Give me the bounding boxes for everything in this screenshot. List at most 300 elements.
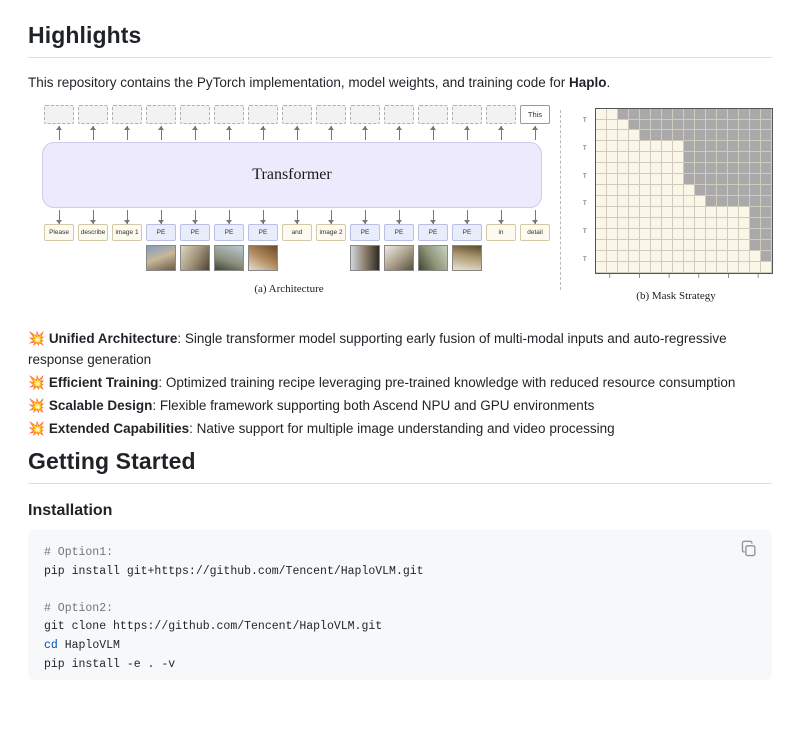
- highlight-text: : Flexible framework supporting both Ascend NPU and GPU environments: [152, 398, 595, 414]
- mask-cell: [673, 251, 684, 262]
- mask-cell: [695, 207, 706, 218]
- mask-cell: [640, 109, 651, 120]
- installation-title: Installation: [28, 501, 113, 519]
- mask-cell: [662, 251, 673, 262]
- mask-grid: [595, 108, 773, 274]
- mask-cell: [695, 185, 706, 196]
- mask-cell: [596, 262, 607, 273]
- mask-cell: [750, 163, 761, 174]
- mask-cell: [629, 229, 640, 240]
- transformer-block: Transformer: [42, 142, 542, 208]
- mask-cell: [662, 207, 673, 218]
- arrow-up-icon: [146, 126, 176, 140]
- mask-x-tick: T: [637, 273, 642, 280]
- mask-cell: [706, 130, 717, 141]
- intro-text-pre: This repository contains the PyTorch implementation, model weights, and training code for: [28, 75, 570, 90]
- mask-cell: [618, 207, 629, 218]
- mask-cell: [761, 120, 772, 131]
- mask-cell: [651, 218, 662, 229]
- mask-cell: [673, 185, 684, 196]
- mask-cell: [607, 185, 618, 196]
- mask-cell: [706, 218, 717, 229]
- mask-cell: [651, 109, 662, 120]
- mask-cell: [640, 141, 651, 152]
- mask-cell: [695, 262, 706, 273]
- mask-cell: [607, 163, 618, 174]
- mask-cell: [761, 109, 772, 120]
- mask-cell: [640, 174, 651, 185]
- mask-cell: [651, 163, 662, 174]
- mask-cell: [607, 120, 618, 131]
- input-token: image 2: [316, 224, 346, 241]
- mask-cell: [717, 207, 728, 218]
- mask-cell: [640, 130, 651, 141]
- list-item: [28, 328, 772, 372]
- mask-cell: [684, 109, 695, 120]
- figure-mask-panel: [573, 104, 779, 302]
- highlight-text: : Native support for multiple image understanding and video processing: [189, 421, 615, 437]
- input-token-pe: PE: [248, 224, 278, 241]
- mask-cell: [750, 207, 761, 218]
- output-token: [146, 105, 176, 124]
- collision-icon: 💥: [28, 330, 45, 346]
- mask-cell: [673, 141, 684, 152]
- mask-cell: [717, 130, 728, 141]
- mask-cell: [662, 218, 673, 229]
- output-token-row: [28, 104, 550, 126]
- architecture-figure: [28, 104, 772, 316]
- mask-cell: [739, 152, 750, 163]
- mask-cell: [761, 130, 772, 141]
- mask-cell: [761, 174, 772, 185]
- mask-cell: [607, 130, 618, 141]
- mask-cell: [750, 120, 761, 131]
- mask-cell: [706, 251, 717, 262]
- mask-cell: [629, 196, 640, 207]
- mask-cell: [695, 152, 706, 163]
- mask-cell: [618, 152, 629, 163]
- code-keyword: cd: [44, 639, 58, 653]
- mask-heatmap: [573, 104, 779, 274]
- input-token-pe: PE: [214, 224, 244, 241]
- arrow-down-icon: [44, 210, 74, 224]
- mask-cell: [717, 185, 728, 196]
- mask-cell: [673, 240, 684, 251]
- arrow-up-icon: [248, 126, 278, 140]
- mask-cell: [739, 120, 750, 131]
- arrow-down-icon: [146, 210, 176, 224]
- mask-cell: [607, 109, 618, 120]
- arrow-up-icon: [520, 126, 550, 140]
- image-patch: [418, 245, 448, 271]
- mask-cell: [706, 109, 717, 120]
- mask-x-tick: T: [756, 273, 760, 280]
- mask-cell: [761, 185, 772, 196]
- code-line: git clone https://github.com/Tencent/HaploVLM.git: [44, 620, 383, 634]
- mask-cell: [618, 196, 629, 207]
- mask-cell: [607, 251, 618, 262]
- mask-cell: [750, 174, 761, 185]
- arrow-down-icon: [180, 210, 210, 224]
- mask-cell: [607, 152, 618, 163]
- output-token: [384, 105, 414, 124]
- mask-cell: [629, 207, 640, 218]
- mask-cell: [640, 163, 651, 174]
- mask-cell: [596, 152, 607, 163]
- mask-cell: [695, 109, 706, 120]
- mask-y-tick: T: [583, 201, 587, 208]
- mask-cell: [651, 262, 662, 273]
- input-token-pe: PE: [384, 224, 414, 241]
- getting-started-title: Getting Started: [28, 448, 772, 484]
- mask-cell: [596, 218, 607, 229]
- mask-cell: [684, 141, 695, 152]
- mask-cell: [607, 218, 618, 229]
- mask-cell: [684, 120, 695, 131]
- code-block-installation: [28, 530, 772, 680]
- arrow-down-icon: [248, 210, 278, 224]
- mask-cell: [662, 130, 673, 141]
- mask-x-tick: T: [607, 273, 612, 280]
- arrow-down-icon: [112, 210, 142, 224]
- mask-cell: [651, 240, 662, 251]
- mask-cell: [684, 152, 695, 163]
- highlight-title: Unified Architecture: [48, 330, 178, 346]
- mask-cell: [618, 109, 629, 120]
- arrow-up-icon: [418, 126, 448, 140]
- mask-cell: [596, 229, 607, 240]
- mask-cell: [596, 251, 607, 262]
- arrow-down-icon: [384, 210, 414, 224]
- mask-cell: [618, 163, 629, 174]
- mask-cell: [739, 262, 750, 273]
- mask-cell: [739, 196, 750, 207]
- mask-cell: [607, 229, 618, 240]
- mask-cell: [750, 229, 761, 240]
- mask-cell: [596, 185, 607, 196]
- mask-cell: [717, 141, 728, 152]
- mask-cell: [684, 196, 695, 207]
- mask-cell: [673, 262, 684, 273]
- mask-cell: [695, 218, 706, 229]
- mask-cell: [673, 120, 684, 131]
- mask-cell: [673, 109, 684, 120]
- mask-cell: [684, 185, 695, 196]
- mask-cell: [629, 240, 640, 251]
- mask-cell: [651, 152, 662, 163]
- mask-cell: [695, 141, 706, 152]
- mask-cell: [673, 152, 684, 163]
- arrow-down-icon: [282, 210, 312, 224]
- mask-cell: [728, 229, 739, 240]
- input-token-pe: PE: [418, 224, 448, 241]
- output-token: [350, 105, 380, 124]
- image-patch: [384, 245, 414, 271]
- mask-cell: [629, 141, 640, 152]
- mask-cell: [717, 251, 728, 262]
- image-patch: [146, 245, 176, 271]
- mask-cell: [706, 120, 717, 131]
- image-patch: [214, 245, 244, 271]
- mask-x-tick: T: [696, 273, 701, 280]
- copy-icon[interactable]: [740, 540, 760, 560]
- figure-divider: [560, 110, 561, 290]
- mask-cell: [750, 152, 761, 163]
- mask-cell: [706, 152, 717, 163]
- mask-cell: [706, 262, 717, 273]
- mask-cell: [640, 185, 651, 196]
- mask-cell: [618, 120, 629, 131]
- mask-cell: [684, 207, 695, 218]
- arrow-up-icon: [180, 126, 210, 140]
- mask-cell: [706, 163, 717, 174]
- mask-cell: [629, 163, 640, 174]
- mask-cell: [695, 240, 706, 251]
- mask-cell: [739, 130, 750, 141]
- arrow-down-icon: [78, 210, 108, 224]
- highlight-title: Scalable Design: [48, 398, 153, 414]
- code-line: [44, 637, 756, 656]
- list-item: [28, 418, 772, 440]
- output-token: [248, 105, 278, 124]
- mask-cell: [761, 229, 772, 240]
- mask-cell: [684, 251, 695, 262]
- output-token: [452, 105, 482, 124]
- code-line-blank: [44, 581, 756, 600]
- input-token-row: [28, 224, 550, 242]
- mask-cell: [662, 152, 673, 163]
- mask-cell: [706, 229, 717, 240]
- mask-y-tick: T: [583, 118, 587, 125]
- arrow-up-icon: [44, 126, 74, 140]
- list-item: [28, 395, 772, 417]
- mask-cell: [706, 174, 717, 185]
- mask-cell: [618, 130, 629, 141]
- output-token: [44, 105, 74, 124]
- mask-cell: [651, 185, 662, 196]
- arrow-down-icon: [350, 210, 380, 224]
- mask-cell: [728, 152, 739, 163]
- arrow-up-icon: [452, 126, 482, 140]
- mask-cell: [750, 251, 761, 262]
- mask-cell: [662, 141, 673, 152]
- input-token: in: [486, 224, 516, 241]
- mask-cell: [739, 207, 750, 218]
- mask-cell: [618, 229, 629, 240]
- image-patch-row: [28, 245, 550, 273]
- mask-cell: [596, 109, 607, 120]
- mask-cell: [695, 130, 706, 141]
- mask-cell: [662, 109, 673, 120]
- mask-cell: [706, 240, 717, 251]
- mask-cell: [640, 207, 651, 218]
- mask-cell: [629, 251, 640, 262]
- mask-cell: [596, 163, 607, 174]
- mask-cell: [651, 174, 662, 185]
- mask-cell: [717, 262, 728, 273]
- mask-cell: [728, 251, 739, 262]
- mask-cell: [629, 109, 640, 120]
- mask-cell: [662, 240, 673, 251]
- output-arrow-row: [28, 126, 550, 140]
- mask-cell: [750, 240, 761, 251]
- mask-cell: [739, 185, 750, 196]
- arrow-up-icon: [316, 126, 346, 140]
- figure-caption-b: (b) Mask Strategy: [636, 289, 716, 302]
- output-token: [214, 105, 244, 124]
- mask-cell: [629, 120, 640, 131]
- mask-cell: [651, 130, 662, 141]
- mask-cell: [640, 229, 651, 240]
- mask-cell: [640, 152, 651, 163]
- figure-caption-a: (a) Architecture: [254, 282, 324, 295]
- highlight-text: : Single transformer model supporting early fusion of multi-modal inputs and auto-regressive response generation: [28, 330, 727, 368]
- mask-y-tick: T: [583, 146, 587, 153]
- mask-cell: [662, 174, 673, 185]
- mask-cell: [750, 109, 761, 120]
- mask-cell: [739, 163, 750, 174]
- input-token-pe: PE: [146, 224, 176, 241]
- mask-cell: [607, 174, 618, 185]
- mask-cell: [618, 218, 629, 229]
- mask-cell: [629, 152, 640, 163]
- highlight-title: Extended Capabilities: [48, 421, 190, 437]
- arrow-down-icon: [316, 210, 346, 224]
- mask-cell: [684, 163, 695, 174]
- mask-cell: [640, 196, 651, 207]
- mask-cell: [640, 240, 651, 251]
- mask-cell: [607, 141, 618, 152]
- mask-cell: [695, 120, 706, 131]
- mask-cell: [695, 174, 706, 185]
- mask-cell: [706, 207, 717, 218]
- arrow-down-icon: [452, 210, 482, 224]
- code-arg: HaploVLM: [57, 639, 120, 653]
- mask-cell: [640, 218, 651, 229]
- mask-cell: [761, 240, 772, 251]
- mask-cell: [673, 174, 684, 185]
- mask-cell: [728, 141, 739, 152]
- mask-cell: [596, 207, 607, 218]
- code-line: pip install -e . -v: [44, 657, 176, 671]
- mask-cell: [651, 120, 662, 131]
- mask-cell: [684, 262, 695, 273]
- mask-cell: [739, 251, 750, 262]
- collision-icon: 💥: [28, 421, 45, 437]
- mask-cell: [761, 152, 772, 163]
- mask-cell: [673, 207, 684, 218]
- mask-y-axis: [583, 108, 587, 274]
- mask-cell: [717, 163, 728, 174]
- mask-cell: [673, 130, 684, 141]
- mask-cell: [728, 196, 739, 207]
- mask-cell: [706, 196, 717, 207]
- mask-cell: [750, 196, 761, 207]
- mask-cell: [673, 163, 684, 174]
- mask-cell: [662, 262, 673, 273]
- output-token: [180, 105, 210, 124]
- list-item: [28, 372, 772, 394]
- intro-model-name: Haplo: [569, 75, 607, 90]
- input-token: Please: [44, 224, 74, 241]
- mask-cell: [596, 174, 607, 185]
- mask-y-tick: T: [583, 229, 587, 236]
- mask-cell: [728, 109, 739, 120]
- mask-cell: [629, 262, 640, 273]
- arrow-up-icon: [214, 126, 244, 140]
- mask-cell: [717, 196, 728, 207]
- mask-cell: [640, 262, 651, 273]
- mask-cell: [761, 218, 772, 229]
- highlights-list: [28, 328, 772, 440]
- mask-cell: [596, 120, 607, 131]
- input-token-pe: PE: [452, 224, 482, 241]
- mask-cell: [695, 251, 706, 262]
- mask-cell: [750, 130, 761, 141]
- mask-cell: [717, 240, 728, 251]
- input-token: image 1: [112, 224, 142, 241]
- mask-cell: [728, 163, 739, 174]
- mask-cell: [739, 218, 750, 229]
- arrow-up-icon: [384, 126, 414, 140]
- mask-cell: [739, 229, 750, 240]
- page-title: Highlights: [28, 22, 772, 58]
- mask-cell: [761, 207, 772, 218]
- mask-cell: [684, 174, 695, 185]
- image-patch: [180, 245, 210, 271]
- output-token-this: This: [520, 105, 550, 124]
- mask-cell: [640, 251, 651, 262]
- mask-cell: [662, 120, 673, 131]
- mask-cell: [684, 218, 695, 229]
- mask-cell: [607, 196, 618, 207]
- mask-cell: [629, 130, 640, 141]
- mask-cell: [706, 185, 717, 196]
- mask-x-tick: T: [667, 273, 671, 280]
- code-line: # Option1:: [44, 545, 114, 559]
- arrow-down-icon: [214, 210, 244, 224]
- mask-cell: [717, 174, 728, 185]
- mask-cell: [761, 262, 772, 273]
- mask-cell: [717, 120, 728, 131]
- mask-cell: [728, 218, 739, 229]
- image-patch: [350, 245, 380, 271]
- mask-cell: [618, 174, 629, 185]
- mask-x-tick: T: [726, 273, 731, 280]
- mask-cell: [761, 141, 772, 152]
- image-patch: [248, 245, 278, 271]
- mask-cell: [662, 229, 673, 240]
- mask-cell: [651, 251, 662, 262]
- image-patch: [452, 245, 482, 271]
- mask-cell: [607, 207, 618, 218]
- input-token-pe: PE: [350, 224, 380, 241]
- arrow-down-icon: [418, 210, 448, 224]
- mask-cell: [662, 185, 673, 196]
- mask-cell: [607, 262, 618, 273]
- figure-architecture-panel: [28, 104, 550, 295]
- input-token: detail: [520, 224, 550, 241]
- mask-cell: [684, 240, 695, 251]
- input-arrow-row: [28, 210, 550, 224]
- mask-y-tick: T: [583, 173, 587, 180]
- mask-cell: [596, 196, 607, 207]
- arrow-up-icon: [282, 126, 312, 140]
- mask-cell: [728, 120, 739, 131]
- mask-cell: [662, 196, 673, 207]
- mask-cell: [695, 196, 706, 207]
- arrow-up-icon: [112, 126, 142, 140]
